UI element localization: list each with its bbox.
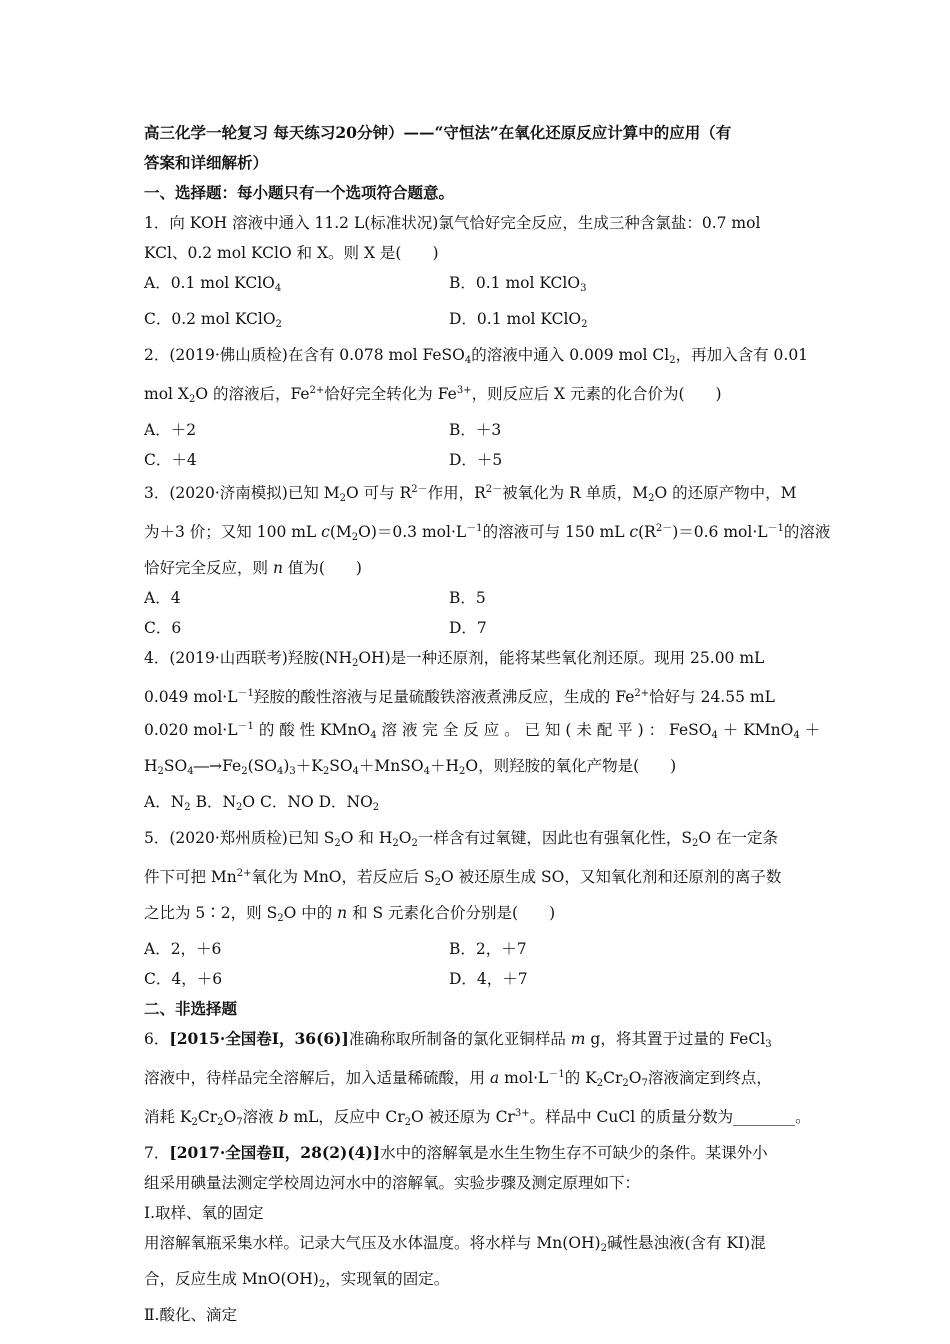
doc-title-line2: 答案和详细解析） <box>144 153 269 172</box>
q3-option-b: B．5 <box>449 589 486 607</box>
q5-options-row1 <box>144 934 808 964</box>
q5-stem-line3: 之比为 5∶2，则 $S_2O$ 中的 n 和 S 元素化合价分别是( ) <box>144 904 556 924</box>
q6-stem-line1: 6．[2015·全国卷Ⅰ，36(6)]准确称取所制备的氯化亚铜样品 m g，将其置于过量的 FeCl$_3$ <box>144 1029 772 1050</box>
q5-option-b: B．2，＋7 <box>449 940 527 958</box>
q3-option-a: A．4 <box>144 589 181 607</box>
q4-stem-line4: $H_2SO_4―\to Fe_2(SO_4)_3+K_2SO_4+MnSO_4+H_2O$，则羟胺的氧化产物是( ) <box>144 757 677 777</box>
q1-option-a: A．0.1 mol KClO$_4$ <box>144 274 282 294</box>
q3-options-row2 <box>144 613 808 643</box>
q1-stem-line2: KCl、0.2 mol KClO 和 X。则 X 是( ) <box>144 244 439 262</box>
q2-options-row2 <box>144 445 808 475</box>
q7-stem-line2: 组采用碘量法测定学校周边河水中的溶解氧。实验步骤及测定原理如下： <box>144 1174 641 1192</box>
q5-option-a: A．2，＋6 <box>144 940 222 958</box>
q5-stem-line2: 件下可把 $Mn^{2+}$氧化为 MnO，若反应后 $S_2O$ 被还原生成 SO，又知氧化剂和还原剂的离子数 <box>144 868 782 888</box>
q6-stem-line2: 溶液中，待样品完全溶解后，加入适量稀硫酸，用 a $mol\cdot L^{-1}$的 $K_2Cr_2O_7$溶液滴定到终点， <box>144 1069 772 1089</box>
q3-option-c: C．6 <box>144 619 182 637</box>
q7-step1-line2: 合，反应生成 $MnO(OH)_2$，实现氧的固定。 <box>144 1270 450 1290</box>
q4-stem-line2: 0.049 $mol\cdot L^{-1}$羟胺的酸性溶液与足量硫酸铁溶液煮沸反应，生成的 $Fe^{2+}$恰好与 24.55 mL <box>144 688 775 706</box>
q1-option-d: D．0.1 mol KClO$_2$ <box>449 310 588 330</box>
q4-options-row: A．$N_2$ B．$N_2O$ C．NO D．$NO_2$ <box>144 793 380 813</box>
q7-step1-heading: Ⅰ.取样、氧的固定 <box>144 1204 264 1222</box>
q3-stem-line2: 为＋3 价；又知 100 mL $c(M_2O)=0.3$ $mol\cdot L^{-1}$的溶液可与 150 mL $c(R^{2-})=0.6$ $mol\cdot L^{-1}$的溶液 <box>144 523 831 543</box>
q5-stem-line1: 5．(2020·郑州质检)已知 $S_2O$ 和 $H_2O_2$一样含有过氧键，因此也有强氧化性，$S_2O$ 在一定条 <box>144 829 778 849</box>
q5-options-row2 <box>144 964 808 994</box>
q5-option-d: D．4，＋7 <box>449 970 528 988</box>
q3-stem-line3: 恰好完全反应，则 n 值为( ) <box>144 559 362 577</box>
q3-stem-line1: 3．(2020·济南模拟)已知 $M_2O$ 可与 $R^{2-}$作用，$R^{2-}$被氧化为 R 单质，$M_2O$ 的还原产物中，M <box>144 484 797 504</box>
q2-options-row1 <box>144 415 808 445</box>
q1-options-row2 <box>144 304 808 340</box>
q2-option-d: D．＋5 <box>449 451 503 469</box>
q1-option-c: C．0.2 mol KClO$_2$ <box>144 310 282 330</box>
section-heading-choice: 一、选择题：每小题只有一个选项符合题意。 <box>144 183 455 202</box>
q1-option-b: B．0.1 mol KClO$_3$ <box>449 274 587 294</box>
q7-stem-line1: 7．[2017·全国卷Ⅱ，28(2)(4)]水中的溶解氧是水生生物生存不可缺少的条件。某课外小 <box>144 1143 768 1162</box>
section-heading-nonchoice: 二、非选择题 <box>144 999 238 1018</box>
document-page <box>144 118 831 1330</box>
q6-stem-line3: 消耗 $K_2Cr_2O_7$溶液 b mL，反应中 $Cr_2O$ 被还原为 $Cr^{3+}$。样品中 CuCl 的质量分数为________。 <box>144 1108 811 1128</box>
q7-step1-line1: 用溶解氧瓶采集水样。记录大气压及水体温度。将水样与 $Mn(OH)_2$碱性悬浊液(含有 KI)混 <box>144 1234 766 1254</box>
q7-step2-heading: Ⅱ.酸化、滴定 <box>144 1306 237 1324</box>
q4-stem-line3: 0.020 $mol\cdot L^{-1}$ 的 酸 性 KMnO$_4$ 溶 液 完 全 反 应 。 已 知 ( 未 配 平 ) ： FeSO$_4$ ＋ KMnO$_4$ ＋ <box>144 721 821 741</box>
q5-option-c: C．4，＋6 <box>144 970 223 988</box>
q2-option-b: B．＋3 <box>449 421 502 439</box>
q2-option-c: C．＋4 <box>144 451 197 469</box>
q3-option-d: D．7 <box>449 619 487 637</box>
q4-stem-line1: 4．(2019·山西联考)羟胺$(NH_2OH)$是一种还原剂，能将某些氧化剂还原。现用 25.00 mL <box>144 649 765 669</box>
q2-stem-line1: 2．(2019·佛山质检)在含有 0.078 mol FeSO$_4$的溶液中通入 0.009 mol $Cl_2$，再加入含有 0.01 <box>144 346 809 366</box>
doc-title-line1: 高三化学一轮复习 每天练习20分钟）——“守恒法”在氧化还原反应计算中的应用（有 <box>144 123 732 142</box>
q3-options-row1 <box>144 583 808 613</box>
q1-stem-line1: 1．向 KOH 溶液中通入 11.2 L(标准状况)氯气恰好完全反应，生成三种含氯盐：0.7 mol <box>144 214 761 232</box>
q2-stem-line2: mol $X_2O$ 的溶液后，$Fe^{2+}$恰好完全转化为 $Fe^{3+}$，则反应后 X 元素的化合价为( ) <box>144 385 722 405</box>
q1-options-row1 <box>144 268 808 304</box>
q2-option-a: A．＋2 <box>144 421 197 439</box>
